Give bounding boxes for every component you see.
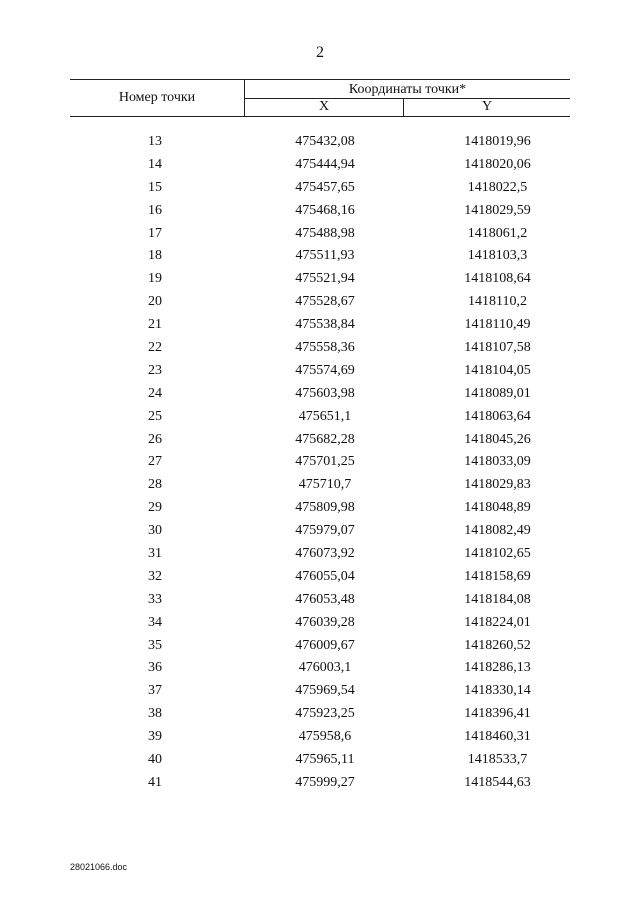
table-row xyxy=(70,406,570,429)
header-coordinates: Координаты точки* xyxy=(348,82,467,97)
x-coordinate-cell: 476073,92 xyxy=(295,546,355,562)
x-coordinate-cell: 475558,36 xyxy=(295,340,355,356)
y-coordinate-cell: 1418260,52 xyxy=(464,637,531,653)
point-number-cell: 31 xyxy=(148,546,162,562)
point-number-cell: 24 xyxy=(148,385,162,401)
header-y: Y xyxy=(481,99,493,114)
table-header xyxy=(70,79,570,117)
x-coordinate-cell: 475958,6 xyxy=(298,729,352,745)
x-coordinate-cell: 476039,28 xyxy=(295,614,355,630)
point-number-cell: 26 xyxy=(148,431,162,447)
table-row xyxy=(70,726,570,749)
y-coordinate-cell: 1418330,14 xyxy=(464,683,531,699)
point-number-cell: 14 xyxy=(148,156,162,172)
header-point-number: Номер точки xyxy=(118,90,196,105)
point-number-cell: 23 xyxy=(148,362,162,378)
y-coordinate-cell: 1418020,06 xyxy=(464,156,531,172)
y-coordinate-cell: 1418224,01 xyxy=(464,614,531,630)
table-row xyxy=(70,429,570,452)
y-coordinate-cell: 1418029,59 xyxy=(464,202,531,218)
table-row xyxy=(70,474,570,497)
point-number-cell: 33 xyxy=(148,591,162,607)
x-coordinate-cell: 475528,67 xyxy=(295,294,355,310)
point-number-cell: 16 xyxy=(148,202,162,218)
x-coordinate-cell: 475965,11 xyxy=(295,752,355,768)
y-coordinate-cell: 1418396,41 xyxy=(464,706,531,722)
table-row xyxy=(70,772,570,795)
y-coordinate-cell: 1418048,89 xyxy=(464,500,531,516)
y-coordinate-cell: 1418029,83 xyxy=(464,477,531,493)
table-row xyxy=(70,497,570,520)
point-number-cell: 15 xyxy=(148,179,162,195)
table-row xyxy=(70,223,570,246)
y-coordinate-cell: 1418544,63 xyxy=(464,774,531,790)
x-coordinate-cell: 475457,65 xyxy=(295,179,355,195)
table-row xyxy=(70,131,570,154)
point-number-cell: 18 xyxy=(148,248,162,264)
table-row xyxy=(70,749,570,772)
table-row xyxy=(70,268,570,291)
x-coordinate-cell: 475488,98 xyxy=(295,225,355,241)
y-coordinate-cell: 1418286,13 xyxy=(464,660,531,676)
table-row xyxy=(70,566,570,589)
y-coordinate-cell: 1418158,69 xyxy=(464,568,531,584)
table-row xyxy=(70,245,570,268)
table-row xyxy=(70,177,570,200)
point-number-cell: 19 xyxy=(148,271,162,287)
table-row xyxy=(70,520,570,543)
point-number-cell: 21 xyxy=(148,317,162,333)
point-number-cell: 35 xyxy=(148,637,162,653)
point-number-cell: 22 xyxy=(148,340,162,356)
table-row xyxy=(70,680,570,703)
point-number-cell: 28 xyxy=(148,477,162,493)
y-coordinate-cell: 1418104,05 xyxy=(464,362,531,378)
x-coordinate-cell: 475603,98 xyxy=(295,385,355,401)
table-row xyxy=(70,337,570,360)
x-coordinate-cell: 475538,84 xyxy=(295,317,355,333)
x-coordinate-cell: 475969,54 xyxy=(295,683,355,699)
y-coordinate-cell: 1418110,49 xyxy=(464,317,531,333)
x-coordinate-cell: 475979,07 xyxy=(295,523,355,539)
point-number-cell: 25 xyxy=(148,408,162,424)
header-x: X xyxy=(318,99,330,114)
point-number-cell: 13 xyxy=(148,134,162,149)
y-coordinate-cell: 1418460,31 xyxy=(464,729,531,745)
document-filename: 28021066.doc xyxy=(70,862,128,872)
table-row xyxy=(70,360,570,383)
point-number-cell: 30 xyxy=(148,523,162,539)
x-coordinate-cell: 475574,69 xyxy=(295,362,355,378)
table-row xyxy=(70,589,570,612)
x-coordinate-cell: 475923,25 xyxy=(295,706,355,722)
point-number-cell: 41 xyxy=(148,774,162,790)
y-coordinate-cell: 1418045,26 xyxy=(464,431,531,447)
y-coordinate-cell: 1418022,5 xyxy=(467,179,528,195)
table-row xyxy=(70,703,570,726)
y-coordinate-cell: 1418102,65 xyxy=(464,546,531,562)
y-coordinate-cell: 1418110,2 xyxy=(468,294,527,310)
x-coordinate-cell: 475701,25 xyxy=(295,454,355,470)
y-coordinate-cell: 1418108,64 xyxy=(464,271,531,287)
point-number-cell: 37 xyxy=(148,683,162,699)
point-number-cell: 17 xyxy=(148,225,162,241)
x-coordinate-cell: 476053,48 xyxy=(295,591,355,607)
point-number-cell: 27 xyxy=(148,454,162,470)
y-coordinate-cell: 1418103,3 xyxy=(467,248,528,264)
x-coordinate-cell: 475809,98 xyxy=(295,500,355,516)
table-row xyxy=(70,612,570,635)
y-coordinate-cell: 1418107,58 xyxy=(464,340,531,356)
y-coordinate-cell: 1418533,7 xyxy=(467,752,528,768)
x-coordinate-cell: 475468,16 xyxy=(295,202,355,218)
table-row xyxy=(70,291,570,314)
point-number-cell: 36 xyxy=(148,660,162,676)
y-coordinate-cell: 1418082,49 xyxy=(464,523,531,539)
point-number-cell: 40 xyxy=(148,752,162,768)
page-number: 2 xyxy=(316,44,324,61)
table-row xyxy=(70,314,570,337)
y-coordinate-cell: 1418033,09 xyxy=(464,454,531,470)
coordinates-table-body xyxy=(70,131,570,795)
y-coordinate-cell: 1418089,01 xyxy=(464,385,531,401)
table-row xyxy=(70,200,570,223)
point-number-cell: 32 xyxy=(148,568,162,584)
point-number-cell: 20 xyxy=(148,294,162,310)
x-coordinate-cell: 476003,1 xyxy=(298,660,352,676)
point-number-cell: 39 xyxy=(148,729,162,745)
table-row xyxy=(70,451,570,474)
x-coordinate-cell: 475682,28 xyxy=(295,431,355,447)
table-row xyxy=(70,383,570,406)
y-coordinate-cell: 1418184,08 xyxy=(464,591,531,607)
table-row xyxy=(70,635,570,658)
x-coordinate-cell: 475511,93 xyxy=(295,248,355,264)
table-row xyxy=(70,543,570,566)
point-number-cell: 38 xyxy=(148,706,162,722)
table-row xyxy=(70,154,570,177)
point-number-cell: 34 xyxy=(148,614,162,630)
x-coordinate-cell: 476009,67 xyxy=(295,637,355,653)
x-coordinate-cell: 475710,7 xyxy=(298,477,352,493)
x-coordinate-cell: 475432,08 xyxy=(295,134,355,149)
x-coordinate-cell: 475521,94 xyxy=(295,271,355,287)
x-coordinate-cell: 475999,27 xyxy=(295,774,355,790)
y-coordinate-cell: 1418061,2 xyxy=(467,225,528,241)
y-coordinate-cell: 1418019,96 xyxy=(464,134,531,149)
x-coordinate-cell: 476055,04 xyxy=(295,568,355,584)
y-coordinate-cell: 1418063,64 xyxy=(464,408,531,424)
table-row xyxy=(70,657,570,680)
x-coordinate-cell: 475444,94 xyxy=(295,156,355,172)
x-coordinate-cell: 475651,1 xyxy=(298,408,352,424)
point-number-cell: 29 xyxy=(148,500,162,516)
